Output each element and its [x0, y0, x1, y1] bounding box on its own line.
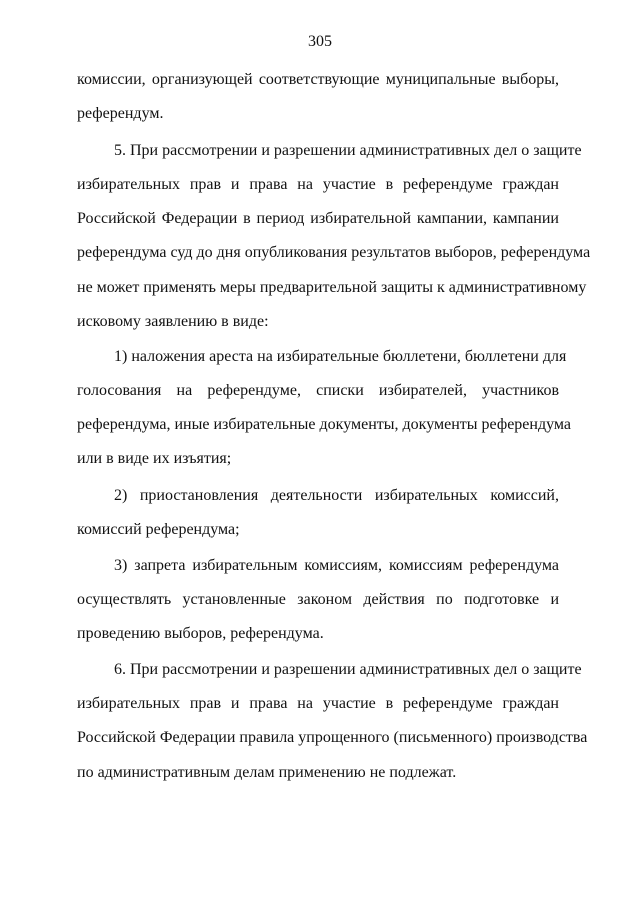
text-line: референдума, иные избирательные документы, документы референдума	[77, 416, 572, 433]
text-line: 1) наложения ареста на избирательные бюллетени, бюллетени для	[114, 348, 567, 365]
text-line: Российской Федерации правила упрощенного (письменного) производства	[77, 729, 588, 746]
text-line: по административным делам применению не подлежат.	[77, 764, 457, 781]
text-line: избирательных прав и права на участие в референдуме граждан	[77, 695, 559, 712]
text-line: не может применять меры предварительной защиты к административному	[77, 279, 587, 296]
text-line: 3) запрета избирательным комиссиям, комиссиям референдума	[114, 557, 559, 574]
text-line: избирательных прав и права на участие в референдуме граждан	[77, 176, 559, 193]
text-line: комиссии, организующей соответствующие муниципальные выборы,	[77, 71, 559, 88]
text-line: комиссий референдума;	[77, 521, 240, 538]
text-line: проведению выборов, референдума.	[77, 625, 324, 642]
text-line: голосования на референдуме, списки избирателей, участников	[77, 382, 559, 399]
text-line: 2) приостановления деятельности избирательных комиссий,	[114, 487, 559, 504]
text-line: осуществлять установленные законом действия по подготовке и	[77, 591, 559, 608]
text-line: референдум.	[77, 105, 164, 122]
text-line: 5. При рассмотрении и разрешении административных дел о защите	[114, 142, 582, 159]
text-line: Российской Федерации в период избирательной кампании, кампании	[77, 210, 559, 227]
text-line: или в виде их изъятия;	[77, 450, 232, 467]
text-line: исковому заявлению в виде:	[77, 313, 269, 330]
page-number: 305	[308, 33, 332, 50]
text-line: референдума суд до дня опубликования результатов выборов, референдума	[77, 244, 591, 261]
text-line: 6. При рассмотрении и разрешении административных дел о защите	[114, 661, 582, 678]
